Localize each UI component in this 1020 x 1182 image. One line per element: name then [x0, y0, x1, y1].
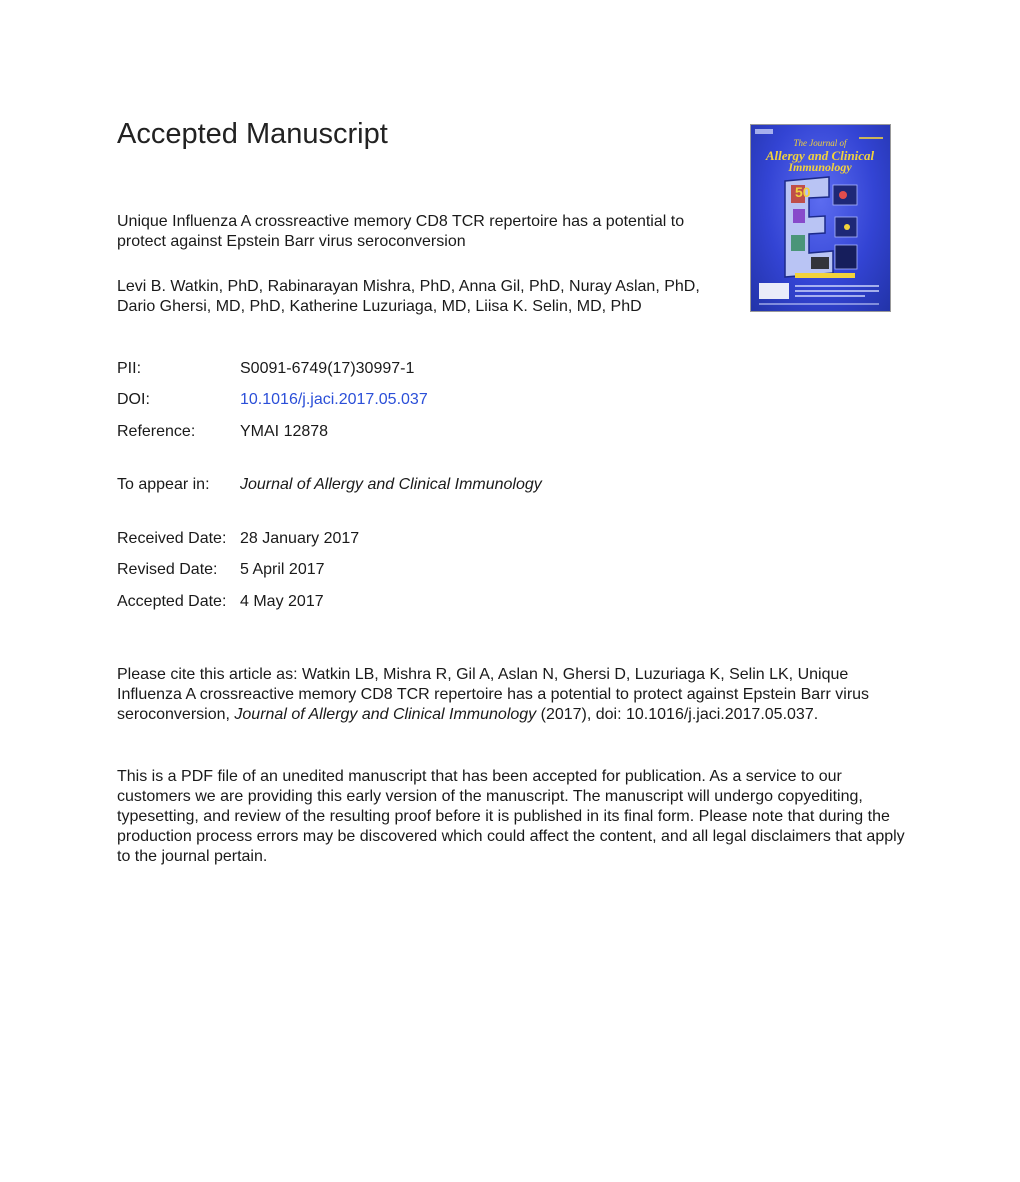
- cover-title-line2: Allergy and Clinical: [765, 148, 875, 163]
- citation-prefix: Please cite this article as: Watkin LB, Mishra R, Gil A, Aslan N, Ghersi D, Luzuriaga K, Selin LK, Unique Influenza A crossreactive memory CD8 TCR repertoire has a potential to protect against Epstein Barr virus seroconversion,: [117, 666, 870, 723]
- cover-title-line3: Immunology: [788, 160, 852, 174]
- accepted-date-value: 4 May 2017: [240, 593, 324, 610]
- pii-label: PII:: [117, 360, 142, 377]
- cover-badge: 50: [795, 184, 811, 200]
- pii-value: S0091-6749(17)30997-1: [240, 360, 415, 377]
- received-date-value: 28 January 2017: [240, 530, 360, 547]
- author-list: Levi B. Watkin, PhD, Rabinarayan Mishra, PhD, Anna Gil, PhD, Nuray Aslan, PhD, Dario Ghersi, MD, PhD, Katherine Luzuriaga, MD, Liisa K. Selin, MD, PhD: [117, 278, 700, 315]
- received-date-label: Received Date:: [117, 530, 227, 547]
- citation-journal: Journal of Allergy and Clinical Immunology: [234, 706, 537, 723]
- citation-paragraph: [117, 665, 907, 725]
- appear-in-label: To appear in:: [117, 476, 210, 493]
- citation-suffix: (2017), doi: 10.1016/j.jaci.2017.05.037.: [536, 706, 819, 723]
- journal-name: Journal of Allergy and Clinical Immunology: [240, 476, 542, 493]
- cover-title-line1: The Journal of: [793, 138, 847, 148]
- accepted-date-label: Accepted Date:: [117, 593, 227, 610]
- revised-date-value: 5 April 2017: [240, 561, 325, 578]
- journal-cover-image: [750, 124, 891, 312]
- doi-label: DOI:: [117, 391, 150, 408]
- reference-label: Reference:: [117, 423, 196, 440]
- cover-artwork: [751, 125, 890, 311]
- article-title: Unique Influenza A crossreactive memory CD8 TCR repertoire has a potential to protect against Epstein Barr virus seroconversion: [117, 213, 685, 250]
- disclaimer-paragraph: This is a PDF file of an unedited manuscript that has been accepted for publication. As a service to our customers we are providing this early version of the manuscript. The manuscript will undergo copyediting, typesetting, and review of the resulting proof before it is published in its final form. Please note that during the production process errors may be discovered which could affect the content, and all legal disclaimers that apply to the journal pertain.: [117, 768, 905, 865]
- page-title: Accepted Manuscript: [117, 118, 388, 150]
- revised-date-label: Revised Date:: [117, 561, 218, 578]
- doi-link[interactable]: 10.1016/j.jaci.2017.05.037: [240, 391, 428, 408]
- reference-value: YMAI 12878: [240, 423, 329, 440]
